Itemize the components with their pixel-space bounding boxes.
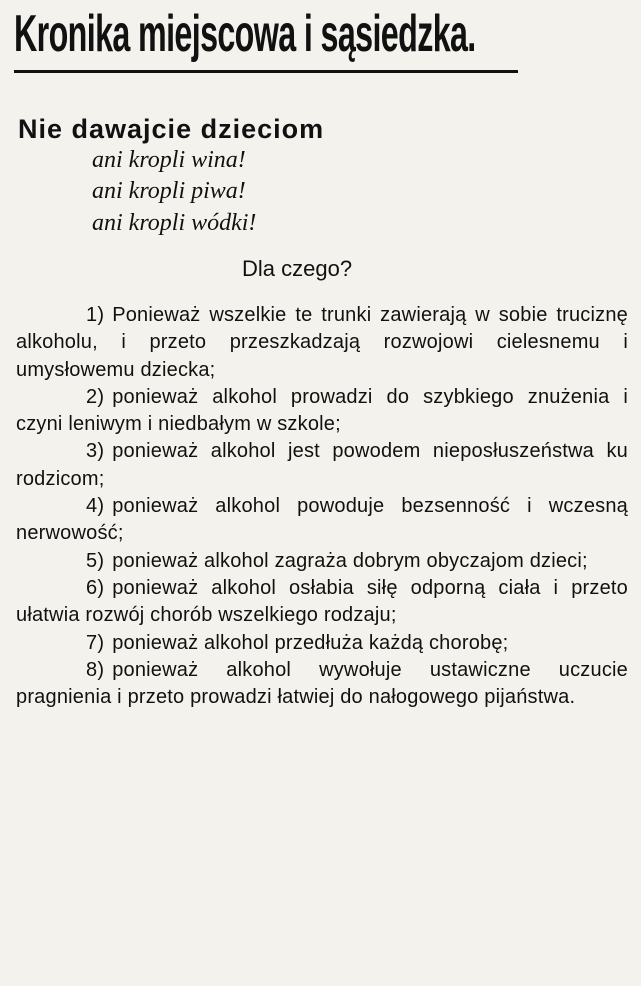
list-item [16,548,628,575]
title-underline [14,70,518,73]
item-text: ponieważ alkohol przedłuża każdą chorobę; [112,631,509,654]
item-number: 3) [86,440,105,463]
slogan-line: ani kropli piwa! [92,178,246,204]
reasons-list [16,302,628,711]
article-headline: Nie dawajcie dzieciom [18,114,325,144]
item-text: ponieważ alkohol powoduje bezsenność i wczesną nerwowość; [16,495,628,545]
list-item [16,630,628,657]
item-number: 4) [86,495,105,518]
item-text: ponieważ alkohol wywołuje ustawiczne uczucie pragnienia i przeto prowadzi łatwiej do nałogowego pijaństwa. [16,658,628,709]
item-number: 8) [86,658,105,681]
item-text: Ponieważ wszelkie te trunki zawierają w sobie truciznę alkoholu, i przeto przeszkadzają rozwojowi cielesnemu i umysłowemu dziecka; [16,304,628,381]
list-item [16,384,628,439]
item-text: ponieważ alkohol jest powodem nieposłuszeństwa ku rodzicom; [16,440,628,490]
list-item [16,302,628,384]
slogan-line: ani kropli wina! [92,147,246,173]
list-item [16,438,628,493]
item-text: ponieważ alkohol prowadzi do szybkiego znużenia i czyni leniwym i niedbałym w szkole; [16,385,628,436]
section-title: Kronika miejscowa i sąsiedzka. [14,5,476,63]
item-text: ponieważ alkohol osłabia siłę odporną ciała i przeto ułatwia rozwój chorób wszelkiego rodzaju; [16,576,628,627]
item-number: 2) [86,385,105,408]
item-number: 5) [86,549,105,572]
slogan-line: ani kropli wódki! [92,210,257,236]
item-number: 1) [86,304,105,326]
question-heading: Dla czego? [242,256,353,281]
item-text: ponieważ alkohol zagraża dobrym obyczajom dzieci; [112,549,588,572]
item-number: 6) [86,576,105,599]
list-item [16,575,628,630]
list-item [16,657,628,712]
item-number: 7) [86,631,105,654]
list-item [16,493,628,548]
